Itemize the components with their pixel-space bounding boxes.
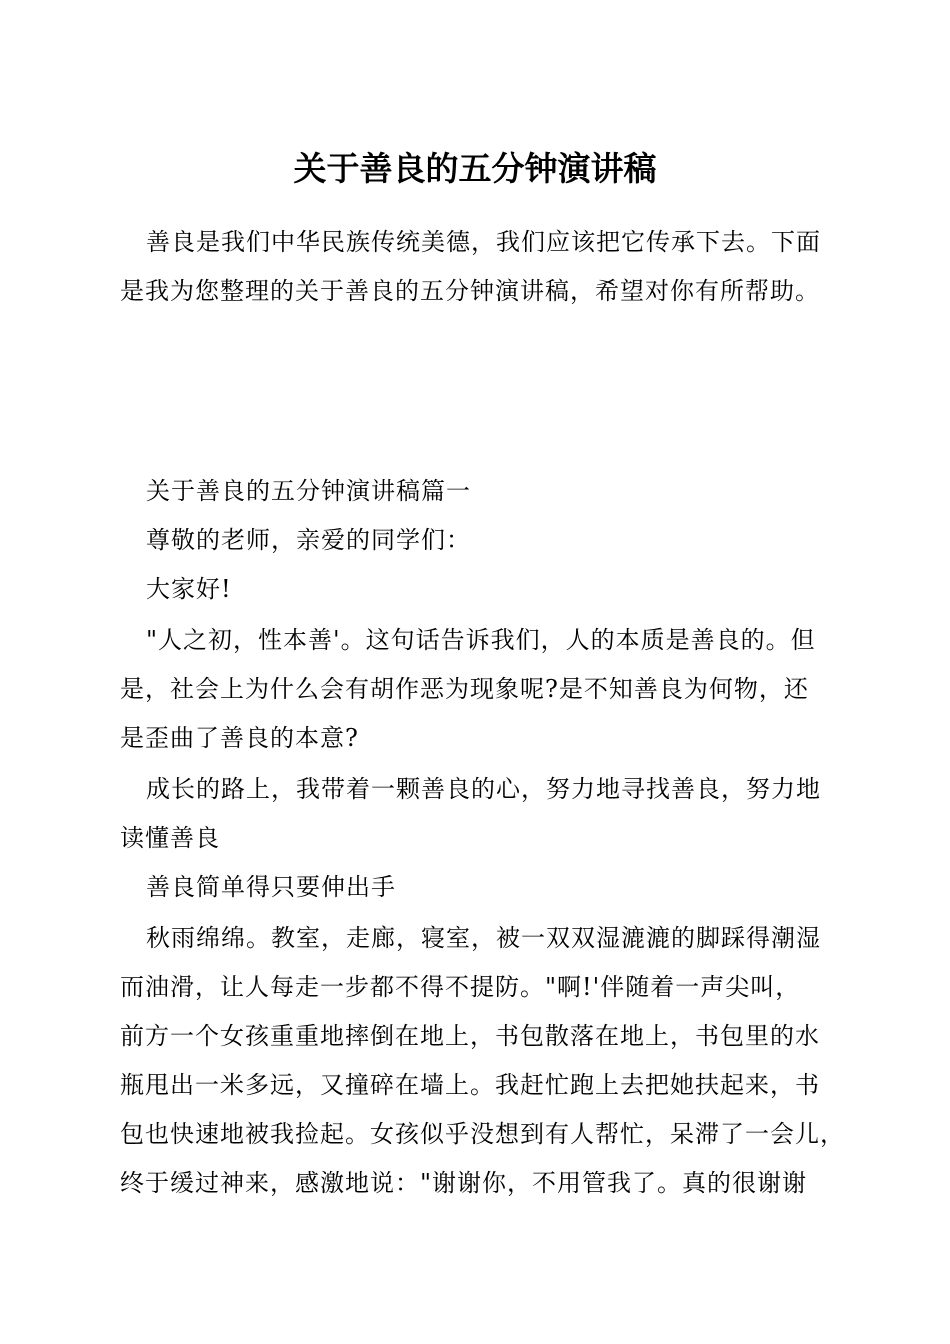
subheading: [120, 863, 850, 912]
paragraph-1: [120, 616, 850, 763]
paragraph-line: 成长的路上，我带着一颗善良的心，努力地寻找善良，努力地: [146, 775, 821, 803]
paragraph-line: "人之初，性本善'。这句话告诉我们，人的本质是善良的。但: [146, 626, 816, 654]
intro-paragraph: [120, 218, 850, 316]
paragraph-line: 而油滑，让人每走一步都不得不提防。"啊!'伴随着一声尖叫，: [120, 973, 801, 1001]
paragraph-line: 前方一个女孩重重地摔倒在地上，书包散落在地上，书包里的水: [120, 1022, 820, 1050]
paragraph-line: 秋雨绵绵。教室，走廊，寝室，被一双双湿漉漉的脚踩得潮湿: [146, 924, 821, 952]
paragraph-line: 是，社会上为什么会有胡作恶为现象呢?是不知善良为何物，还: [120, 675, 809, 703]
paragraph-line: 瓶甩出一米多远，又撞碎在墙上。我赶忙跑上去把她扶起来，书: [120, 1071, 820, 1099]
greeting: [120, 516, 850, 565]
intro-line: 善良是我们中华民族传统美德，我们应该把它传承下去。下面: [146, 228, 821, 256]
paragraph-3: [120, 914, 850, 1208]
section-heading-text: 关于善良的五分钟演讲稿篇一: [146, 477, 471, 505]
paragraph-line: 读懂善良: [120, 824, 220, 852]
subheading-text: 善良简单得只要伸出手: [146, 873, 396, 901]
section-heading: [120, 467, 850, 516]
paragraph-line: 包也快速地被我捡起。女孩似乎没想到有人帮忙，呆滞了一会儿，: [120, 1120, 845, 1148]
paragraph-2: [120, 765, 850, 863]
intro-line: 是我为您整理的关于善良的五分钟演讲稿，希望对你有所帮助。: [120, 277, 820, 305]
paragraph-line: 是歪曲了善良的本意?: [120, 724, 359, 752]
document-title: 关于善良的五分钟演讲稿: [293, 149, 657, 188]
hello-text: 大家好!: [146, 575, 232, 603]
hello: [120, 565, 850, 614]
paragraph-line: 终于缓过神来，感激地说："谢谢你，不用管我了。真的很谢谢: [120, 1169, 808, 1197]
greeting-text: 尊敬的老师，亲爱的同学们：: [146, 526, 471, 554]
